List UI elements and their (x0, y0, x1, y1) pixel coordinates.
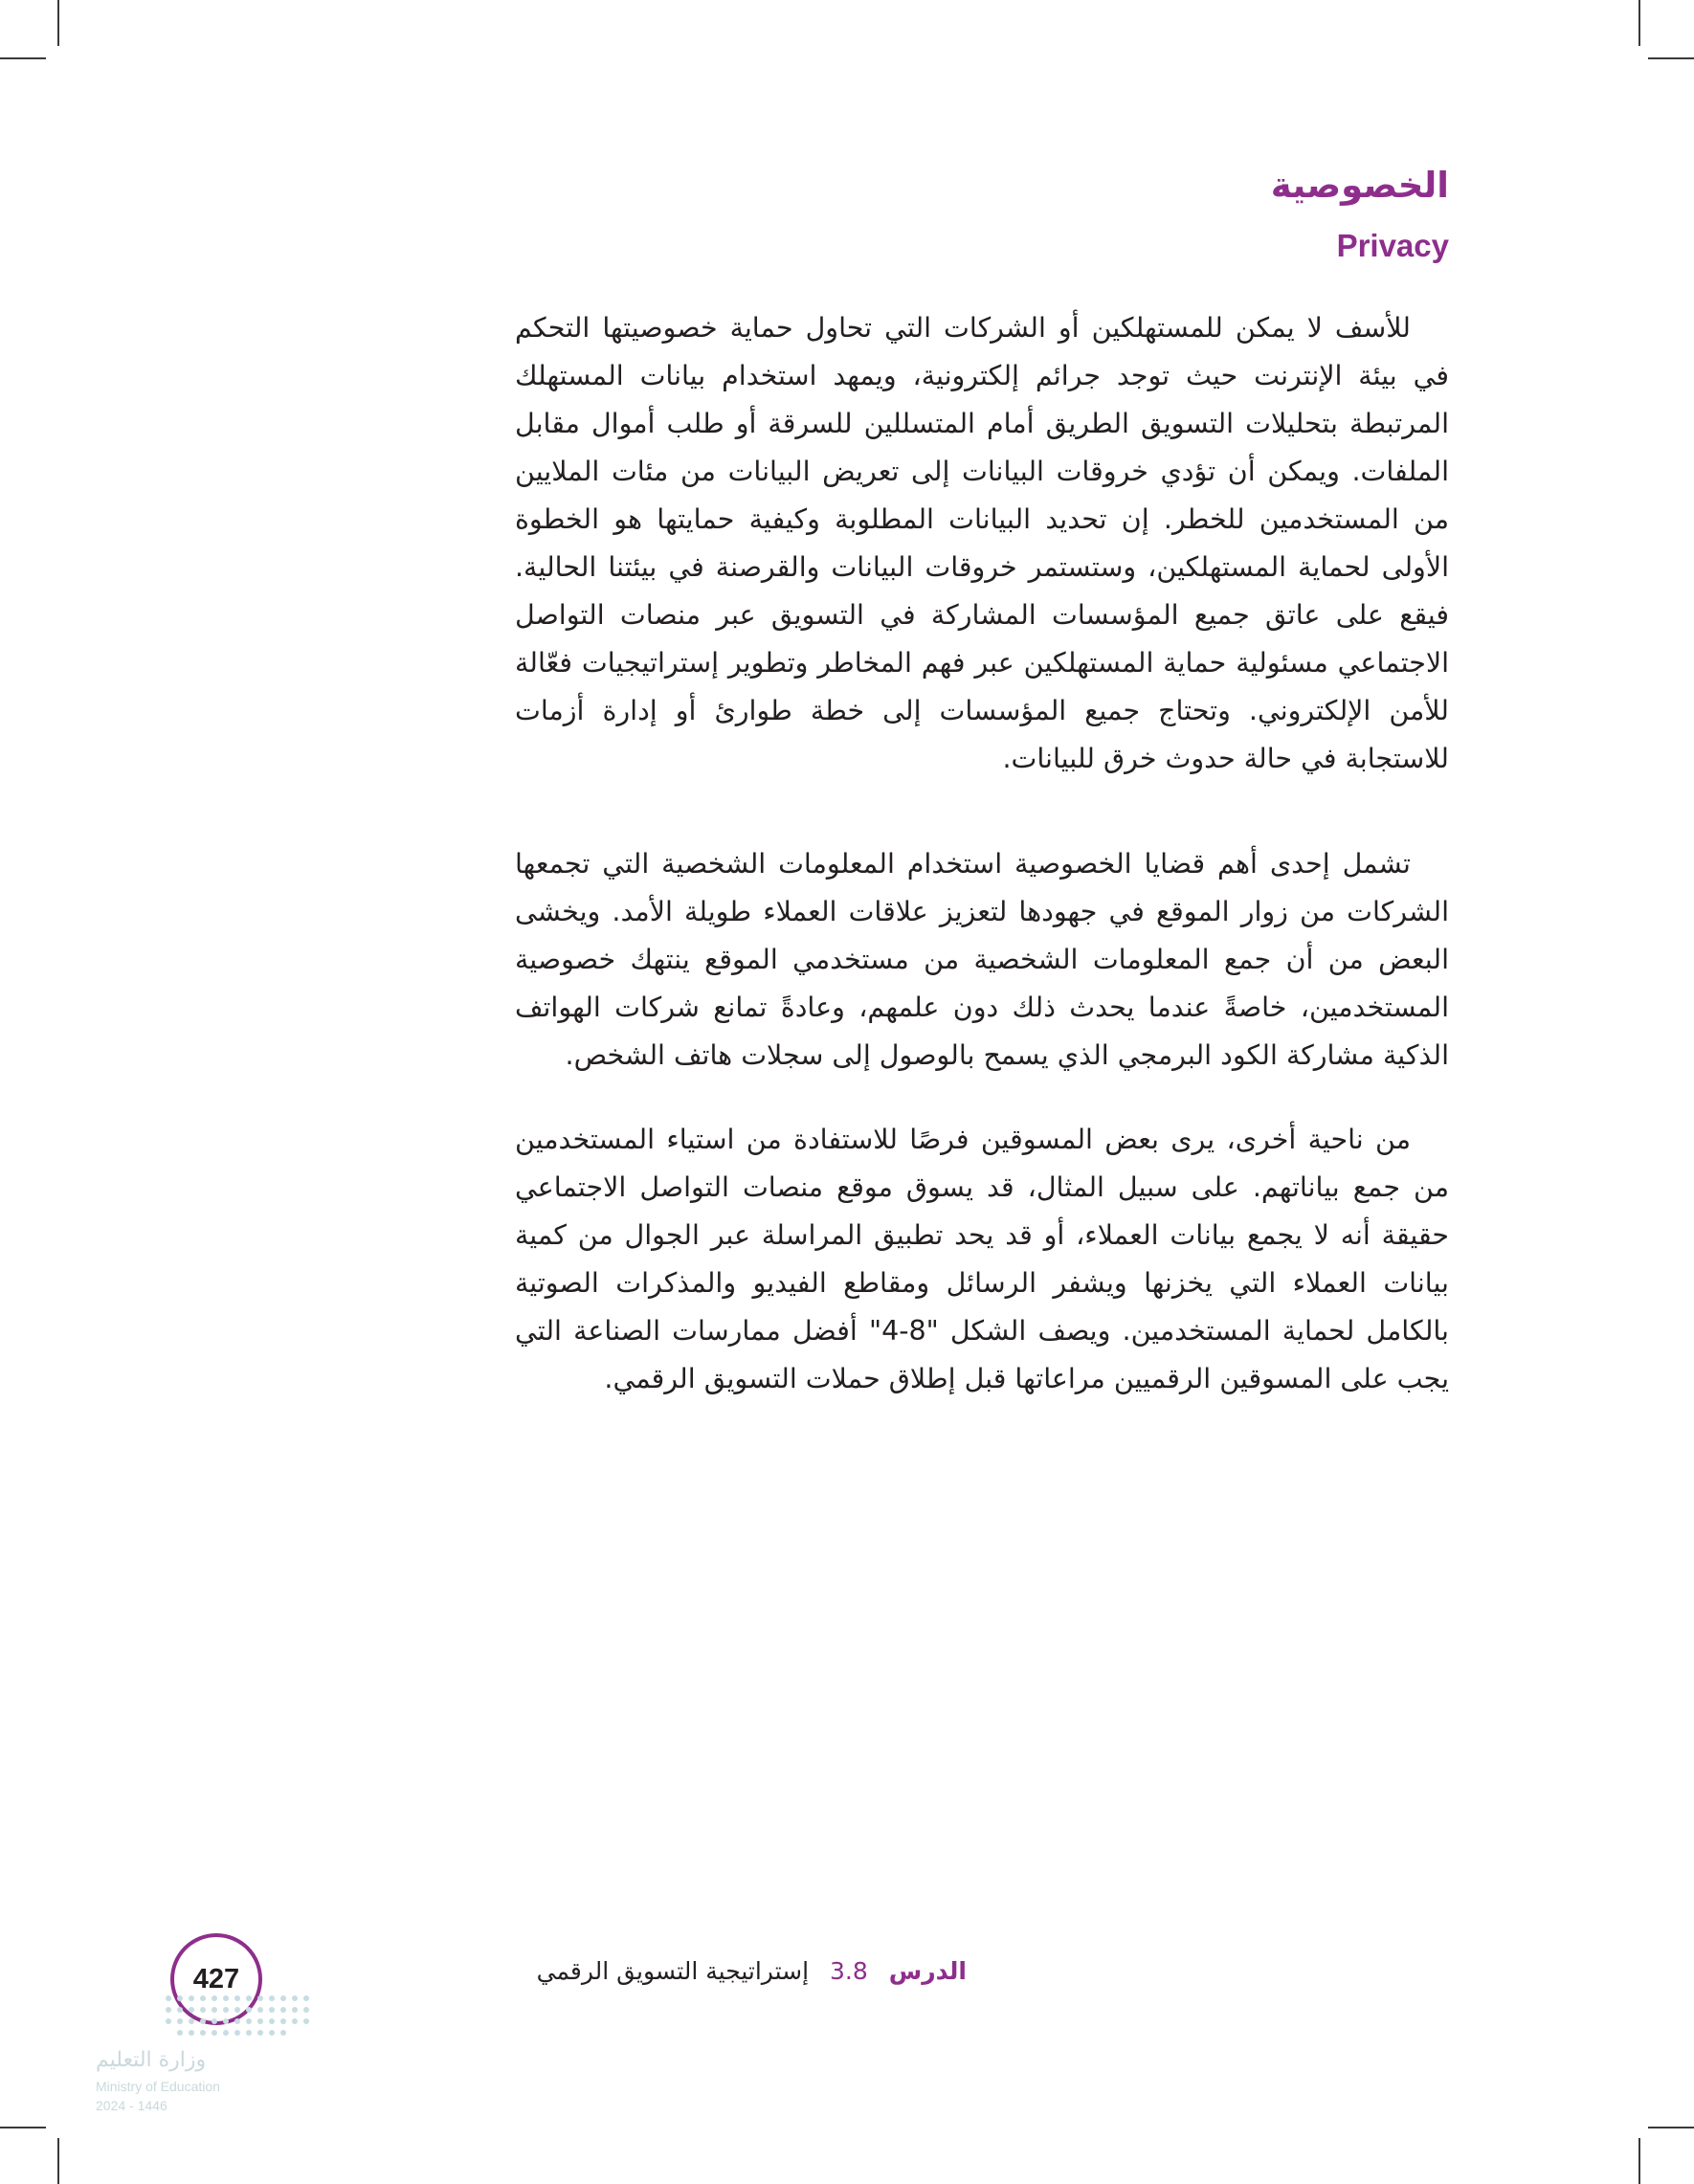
crop-mark (1638, 2138, 1640, 2184)
body-paragraph: تشمل إحدى أهم قضايا الخصوصية استخدام المعلومات الشخصية التي تجمعها الشركات من زوار الموقع في جهودها لتعزيز علاقات العملاء طويلة الأمد. ويخشى البعض من أن جمع المعلومات الشخصية من مستخدمي الموقع ينتهك خصوصية المستخدمين، خاصةً عندما يحدث ذلك دون علمهم، وعادةً تمانع شركات الهواتف الذكية مشاركة الكود البرمجي الذي يسمح بالوصول إلى سجلات هاتف الشخص. (515, 848, 1449, 1071)
crop-mark (57, 0, 59, 46)
ministry-name-english: Ministry of Education (96, 2079, 220, 2094)
lesson-title: إستراتيجية التسويق الرقمي (536, 1957, 810, 1985)
lesson-label: الدرس (888, 1957, 967, 1985)
body-paragraph: للأسف لا يمكن للمستهلكين أو الشركات التي تحاول حماية خصوصيتها التحكم في بيئة الإنترنت حيث توجد جرائم إلكترونية، ويمهد استخدام بيانات المستهلك المرتبطة بتحليلات التسويق الطريق أمام المتسللين للسرقة أو طلب أموال مقابل الملفات. ويمكن أن تؤدي خروقات البيانات إلى تعريض البيانات من مئات الملايين من المستخدمين للخطر. إن تحديد البيانات المطلوبة وكيفية حمايتها هو الخطوة الأولى لحماية المستهلكين، وستستمر خروقات البيانات والقرصنة في بيئتنا الحالية. فيقع على عاتق جميع المؤسسات المشاركة في التسويق عبر منصات التواصل الاجتماعي مسئولية حماية المستهلكين عبر فهم المخاطر وتطوير إستراتيجيات فعّالة للأمن الإلكتروني. وتحتاج جميع المؤسسات إلى خطة طوارئ أو إدارة أزمات للاستجابة في حالة حدوث خرق للبيانات. (515, 312, 1449, 774)
lesson-number: 3.8 (829, 1957, 868, 1985)
section-heading-english: Privacy (1336, 228, 1449, 263)
section-heading-arabic: الخصوصية (1270, 165, 1449, 206)
crop-mark (1648, 57, 1694, 59)
crop-mark (1638, 0, 1640, 46)
ministry-name-arabic: وزارة التعليم (96, 2048, 207, 2072)
crop-mark (1648, 2127, 1694, 2128)
body-paragraph: من ناحية أخرى، يرى بعض المسوقين فرصًا للاستفادة من استياء المستخدمين من جمع بياناتهم. على سبيل المثال، قد يسوق موقع منصات التواصل الاجتماعي حقيقة أنه لا يجمع بيانات العملاء، أو قد يحد تطبيق المراسلة عبر الجوال من كمية بيانات العملاء التي يخزنها ويشفر الرسائل ومقاطع الفيديو والمذكرات الصوتية بالكامل لحماية المستخدمين. ويصف الشكل "8-4" أفضل ممارسات الصناعة التي يجب على المسوقين الرقميين مراعاتها قبل إطلاق حملات التسويق الرقمي. (515, 1124, 1449, 1394)
page-number: 427 (192, 1963, 240, 1995)
crop-mark (0, 2127, 46, 2128)
crop-mark (57, 2138, 59, 2184)
crop-mark (0, 57, 46, 59)
footer-lesson (537, 1957, 967, 1985)
ministry-year: 2024 - 1446 (96, 2098, 167, 2113)
